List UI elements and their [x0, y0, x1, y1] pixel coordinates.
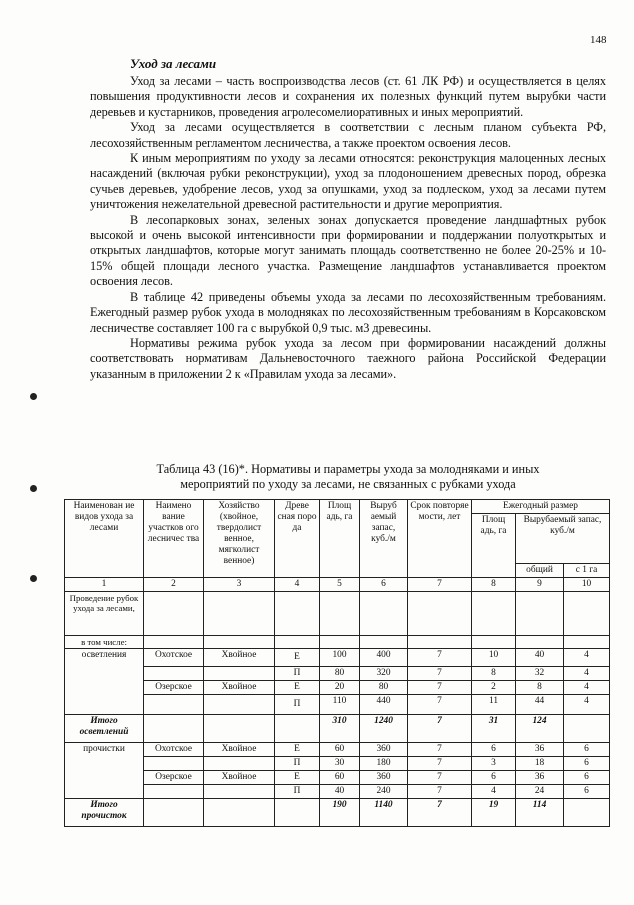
- table-cell: 80: [320, 667, 360, 681]
- paragraph: Уход за лесами – часть воспроизводства лесов (ст. 61 ЛК РФ) и осуществляется в целях повышения продуктивности лесов и сохранения их полезных функций путем вырубки части деревьев и кустарников, проведения агролесомелиоративных и иных мероприятий.: [90, 74, 606, 119]
- total-cell: 19: [472, 799, 516, 827]
- table-cell: 320: [360, 667, 408, 681]
- table-cell: 36: [516, 743, 564, 757]
- total-cell: 7: [408, 715, 472, 743]
- table-cell: 180: [360, 757, 408, 771]
- paragraph: Уход за лесами осуществляется в соответствии с лесным планом субъекта РФ, лесохозяйственным регламентом лесничества, а также проектом освоения лесов.: [90, 120, 606, 150]
- total-row: [65, 799, 610, 827]
- table-caption: [90, 462, 606, 493]
- table-cell: Е: [275, 771, 320, 785]
- table-cell: 8: [516, 681, 564, 695]
- table-cell: Хвойное: [204, 771, 275, 785]
- header-cell: Срок повторяе мости, лет: [408, 500, 472, 578]
- table-cell: Е: [275, 681, 320, 695]
- col-number: 4: [275, 578, 320, 592]
- table-cell: [204, 695, 275, 715]
- binder-hole-mark: [30, 393, 37, 400]
- table-cell: 36: [516, 771, 564, 785]
- table-cell: 60: [320, 771, 360, 785]
- paragraph: К иным мероприятиям по уходу за лесами относятся: реконструкция малоценных лесных насаждений (включая рубки реконструкции), уход за плодоношением древесных пород, обрезка сучьев деревьев, удобрение лесов, уход за опушками, уход за подлеском, уход за лесами путем уничтожения нежелательной древесной растительности и другие мероприятия.: [90, 151, 606, 212]
- including-cell: в том числе:: [65, 636, 144, 649]
- table-cell: 24: [516, 785, 564, 799]
- table-cell: 30: [320, 757, 360, 771]
- table-cell: 7: [408, 649, 472, 667]
- table-cell: 400: [360, 649, 408, 667]
- table-row: [65, 757, 610, 771]
- col-number: 7: [408, 578, 472, 592]
- table-cell: 7: [408, 771, 472, 785]
- col-number: 6: [360, 578, 408, 592]
- total-cell: 1140: [360, 799, 408, 827]
- table-cell: 10: [472, 649, 516, 667]
- table-cell: 2: [472, 681, 516, 695]
- total-cell: 114: [516, 799, 564, 827]
- table-cell: П: [275, 757, 320, 771]
- table-cell: 440: [360, 695, 408, 715]
- table-cell: 40: [516, 649, 564, 667]
- header-cell: Вырубаемый запас, куб./м: [516, 514, 610, 564]
- body-text: [90, 56, 606, 382]
- header-cell: Площ адь, га: [472, 514, 516, 578]
- table-cell: 40: [320, 785, 360, 799]
- table-cell: Озерское: [144, 771, 204, 785]
- col-number: 5: [320, 578, 360, 592]
- table-cell: 360: [360, 771, 408, 785]
- table-cell: Е: [275, 649, 320, 667]
- table-cell: Озерское: [144, 681, 204, 695]
- table-cell: 6: [472, 771, 516, 785]
- table-cell: [144, 785, 204, 799]
- table-cell: 4: [564, 667, 610, 681]
- header-cell: Наимено вание участков ого лесничес тва: [144, 500, 204, 578]
- table-cell: 110: [320, 695, 360, 715]
- table-cell: Охотское: [144, 649, 204, 667]
- table-cell: 4: [472, 785, 516, 799]
- binder-hole-mark: [30, 575, 37, 582]
- table-cell: 4: [564, 695, 610, 715]
- paragraph: В лесопарковых зонах, зеленых зонах допускается проведение ландшафтных рубок высокой и очень высокой интенсивности при формировании и поддержании полуоткрытых и открытых ландшафтов, которые могут занимать площадь соответственно не более 20-25% и 10-15% общей площади лесного участка. Размещение ландшафтов устанавливается проектом освоения лесов.: [90, 212, 606, 289]
- col-number: 10: [564, 578, 610, 592]
- header-cell: общий: [516, 564, 564, 578]
- caption-line: Таблица 43 (16)*. Нормативы и параметры ухода за молодняками и иных: [156, 462, 540, 476]
- table-row: [65, 771, 610, 785]
- paragraph: Нормативы режима рубок ухода за лесом при формировании насаждений должны соответствовать нормативам Дальневосточного таежного района Российской Федерации указанным в приложении 2 к «Правилам ухода за лесами».: [90, 335, 606, 381]
- table-cell: 44: [516, 695, 564, 715]
- header-cell: Хозяйство (хвойное, твердолист венное, мягколист венное): [204, 500, 275, 578]
- header-cell: Ежегодный размер: [472, 500, 610, 514]
- table-cell: 11: [472, 695, 516, 715]
- table-cell: 3: [472, 757, 516, 771]
- table-cell: 8: [472, 667, 516, 681]
- total-row: [65, 715, 610, 743]
- col-number: 9: [516, 578, 564, 592]
- care-type-cell: осветления: [65, 649, 144, 715]
- table-cell: Хвойное: [204, 681, 275, 695]
- table-cell: 60: [320, 743, 360, 757]
- caption-line: мероприятий по уходу за лесами, не связанных с рубками ухода: [180, 477, 516, 492]
- total-cell: 31: [472, 715, 516, 743]
- table-cell: 6: [564, 743, 610, 757]
- binder-hole-mark: [30, 485, 37, 492]
- table-cell: 6: [564, 757, 610, 771]
- section-heading: Уход за лесами: [130, 56, 217, 71]
- table-cell: [204, 667, 275, 681]
- col-number: 2: [144, 578, 204, 592]
- section-title-cell: Проведение рубок ухода за лесами,: [65, 592, 144, 636]
- table-cell: П: [275, 695, 320, 715]
- page-number: 148: [590, 34, 607, 46]
- table-cell: Охотское: [144, 743, 204, 757]
- table-cell: 4: [564, 649, 610, 667]
- total-label-cell: Итого прочисток: [65, 799, 144, 827]
- table-row: [65, 695, 610, 715]
- total-cell: 7: [408, 799, 472, 827]
- table-cell: Хвойное: [204, 649, 275, 667]
- table-row: [65, 785, 610, 799]
- total-cell: 1240: [360, 715, 408, 743]
- col-number: 1: [65, 578, 144, 592]
- table-cell: [204, 757, 275, 771]
- col-number: 3: [204, 578, 275, 592]
- table-row: [65, 743, 610, 757]
- table-cell: Е: [275, 743, 320, 757]
- table-cell: 80: [360, 681, 408, 695]
- table-cell: 7: [408, 743, 472, 757]
- table-row: [65, 681, 610, 695]
- paragraph: В таблице 42 приведены объемы ухода за лесами по лесохозяйственным требованиям. Ежегодный размер рубок ухода в молодняках по лесохозяйственным требованиям в Корсаковском лесничестве составляет 100 га с вырубкой 0,9 тыс. м3 древесины.: [90, 289, 606, 335]
- table-cell: 6: [564, 771, 610, 785]
- table-cell: [144, 757, 204, 771]
- header-cell: с 1 га: [564, 564, 610, 578]
- table-cell: 240: [360, 785, 408, 799]
- table-cell: 100: [320, 649, 360, 667]
- total-cell: 310: [320, 715, 360, 743]
- table-cell: 360: [360, 743, 408, 757]
- total-cell: 190: [320, 799, 360, 827]
- table-cell: 20: [320, 681, 360, 695]
- header-cell: Наименован ие видов ухода за лесами: [65, 500, 144, 578]
- header-cell: Выруб аемый запас, куб./м: [360, 500, 408, 578]
- table-row: [65, 667, 610, 681]
- table-cell: 7: [408, 695, 472, 715]
- table-cell: 18: [516, 757, 564, 771]
- table-cell: Хвойное: [204, 743, 275, 757]
- table-cell: [144, 667, 204, 681]
- table-cell: 7: [408, 757, 472, 771]
- table-cell: 7: [408, 681, 472, 695]
- table-cell: [144, 695, 204, 715]
- table-cell: П: [275, 785, 320, 799]
- care-norms-table: [64, 499, 610, 827]
- table-cell: П: [275, 667, 320, 681]
- care-type-cell: прочистки: [65, 743, 144, 799]
- table-row: [65, 649, 610, 667]
- table-cell: 6: [472, 743, 516, 757]
- header-cell: Древе сная поро да: [275, 500, 320, 578]
- total-cell: 124: [516, 715, 564, 743]
- table-cell: 7: [408, 667, 472, 681]
- table-cell: 7: [408, 785, 472, 799]
- table-cell: [204, 785, 275, 799]
- total-label-cell: Итого осветлений: [65, 715, 144, 743]
- header-cell: Площ адь, га: [320, 500, 360, 578]
- table-cell: 4: [564, 681, 610, 695]
- table-cell: 6: [564, 785, 610, 799]
- table-cell: 32: [516, 667, 564, 681]
- col-number: 8: [472, 578, 516, 592]
